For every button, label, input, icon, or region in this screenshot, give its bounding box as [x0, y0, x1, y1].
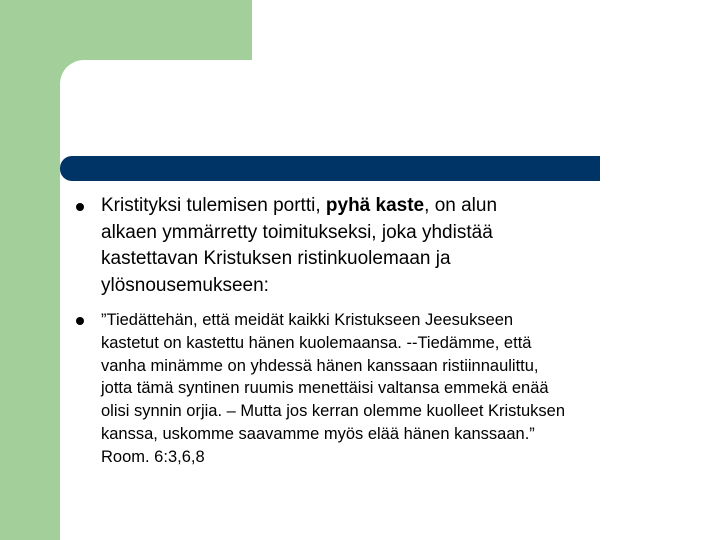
decorative-green-left-strip [0, 0, 60, 540]
quote-line: olisi synnin orjia. – Mutta jos kerran olemme kuolleet Kristuksen [101, 402, 566, 421]
quote-reference: Room. 6:3,6,8 [101, 447, 205, 466]
bullet-item-baptism [72, 193, 672, 299]
title-bar [60, 156, 600, 181]
quote-line: kanssa, uskomme saavamme myös elää hänen kanssaan.” [101, 424, 535, 443]
quote-line: ”Tiedättehän, että meidät kaikki Kristukseen Jeesukseen [101, 311, 514, 329]
bullet-line [101, 193, 672, 220]
bullet-item-quote [72, 309, 672, 469]
bullet-list [72, 193, 672, 469]
bullet-line: kastettavan Kristuksen ristinkuolemaan ja [101, 248, 451, 269]
bullet-text-emphasis: pyhä kaste [325, 195, 425, 216]
bullet-line: ylösnousemukseen: [101, 274, 269, 296]
quote-line: vanha minämme on yhdessä hänen kanssaan ristiinnaulittu, [101, 356, 539, 375]
bullet-text-before: Kristityksi tulemisen portti, [101, 195, 326, 216]
bullet-dot-icon [76, 203, 84, 211]
bullet-dot-icon [76, 317, 84, 325]
quote-line: kastetut on kastettu hänen kuolemaansa. --Tiedämme, että [101, 333, 532, 352]
quote-line: jotta tämä syntinen ruumis menettäisi valtansa emmekä enää [101, 379, 549, 398]
bullet-line: alkaen ymmärretty toimitukseksi, joka yhdistää [101, 221, 493, 243]
bullet-text-after: , on alun [424, 195, 498, 216]
